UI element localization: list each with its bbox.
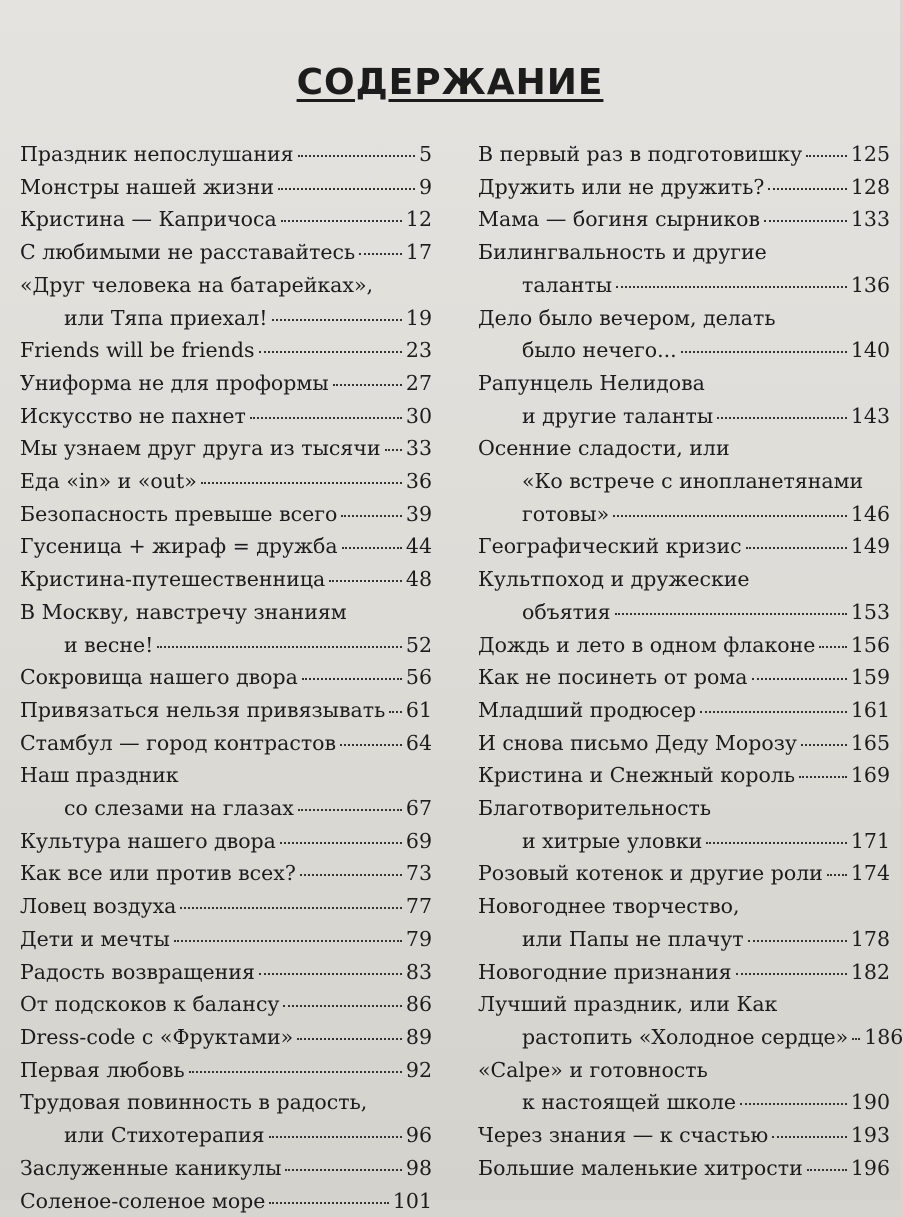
toc-page-number: 30 (406, 400, 432, 433)
toc-entry (478, 1152, 890, 1185)
toc-entry (478, 661, 890, 694)
dot-leader (706, 842, 847, 844)
dot-leader (278, 188, 415, 190)
toc-entry (20, 269, 432, 334)
toc-entry-line (20, 302, 432, 335)
toc-entry-line (20, 1152, 432, 1185)
toc-entry-line (20, 171, 432, 204)
toc-entry-title: Как все или против всех? (20, 857, 296, 890)
toc-page-number: 149 (851, 530, 890, 563)
toc-entry-title: Наш праздник (20, 759, 179, 792)
toc-entry (20, 988, 432, 1021)
toc-entry-title: Мама — богиня сырников (478, 203, 760, 236)
toc-entry-title: Dress-code с «Фруктами» (20, 1021, 293, 1054)
toc-entry-title: или Стихотерапия (64, 1119, 265, 1152)
toc-page-number: 165 (851, 727, 890, 760)
toc-entry-line (20, 1021, 432, 1054)
toc-entry (20, 400, 432, 433)
toc-entry (20, 596, 432, 661)
toc-page-number: 128 (851, 171, 890, 204)
dot-leader (342, 547, 402, 549)
toc-entry (478, 138, 890, 171)
toc-entry-title: Через знания — к счастью (478, 1119, 768, 1152)
toc-entry (20, 563, 432, 596)
toc-entry-line (20, 269, 432, 302)
toc-entry (20, 498, 432, 531)
toc-entry-line (478, 988, 890, 1021)
toc-entry-line (478, 269, 890, 302)
toc-page-number: 36 (406, 465, 432, 498)
toc-page-number: 96 (406, 1119, 432, 1152)
toc-page-number: 56 (406, 661, 432, 694)
dot-leader (297, 1038, 402, 1040)
toc-entry-title: Дети и мечты (20, 923, 170, 956)
toc-entry (20, 334, 432, 367)
dot-leader (768, 188, 846, 190)
toc-entry-line (478, 1086, 890, 1119)
toc-page-number: 196 (851, 1152, 890, 1185)
toc-page-number: 23 (406, 334, 432, 367)
toc-page-number: 44 (406, 530, 432, 563)
toc-entry-title: Географический кризис (478, 530, 742, 563)
toc-page-number: 52 (406, 629, 432, 662)
toc-entry-line (20, 1119, 432, 1152)
toc-entry-line (478, 759, 890, 792)
toc-entry-line (20, 792, 432, 825)
toc-page-number: 12 (406, 203, 432, 236)
toc-entry-title: Рапунцель Нелидова (478, 367, 705, 400)
toc-entry-line (478, 956, 890, 989)
toc-entry (20, 1054, 432, 1087)
dot-leader (180, 907, 402, 909)
toc-entry-line (20, 759, 432, 792)
toc-entry-title: Дружить или не дружить? (478, 171, 764, 204)
dot-leader (389, 711, 402, 713)
toc-entry-title: Еда «in» и «out» (20, 465, 197, 498)
toc-page-number: 19 (406, 302, 432, 335)
toc-entry-title: и весне! (64, 629, 153, 662)
dot-leader (298, 809, 402, 811)
toc-page-number: 174 (851, 857, 890, 890)
toc-entry-line (478, 825, 890, 858)
toc-entry-title: Friends will be friends (20, 334, 255, 367)
dot-leader (819, 646, 846, 648)
toc-entry-line (20, 1086, 432, 1119)
toc-entry (20, 171, 432, 204)
toc-entry-title: Униформа не для проформы (20, 367, 329, 400)
toc-entry-line (20, 236, 432, 269)
toc-entry-line (20, 727, 432, 760)
dot-leader (272, 319, 402, 321)
toc-entry (478, 530, 890, 563)
toc-page-number: 69 (406, 825, 432, 858)
toc-entry (20, 465, 432, 498)
toc-entry-title: «Calpe» и готовность (478, 1054, 708, 1087)
toc-entry-title: И снова письмо Деду Морозу (478, 727, 797, 760)
toc-entry-line (478, 1021, 890, 1054)
toc-entry-line (20, 400, 432, 433)
toc-entry (478, 432, 890, 530)
dot-leader (269, 1136, 402, 1138)
dot-leader (201, 482, 402, 484)
toc-entry (20, 1086, 432, 1151)
toc-entry (478, 956, 890, 989)
toc-entry-title: Радость возвращения (20, 956, 255, 989)
toc-entry-title: Культпоход и дружеские (478, 563, 750, 596)
toc-entry-line (478, 400, 890, 433)
toc-entry-line (478, 563, 890, 596)
toc-page-number: 48 (406, 563, 432, 596)
toc-page-number: 83 (406, 956, 432, 989)
toc-page-number: 190 (851, 1086, 890, 1119)
toc-entry (478, 694, 890, 727)
dot-leader (259, 973, 402, 975)
toc-page-number: 159 (851, 661, 890, 694)
toc-entry-line (20, 334, 432, 367)
toc-entry-line (478, 334, 890, 367)
toc-entry-line (20, 956, 432, 989)
page-title: СОДЕРЖАНИЕ (0, 62, 900, 103)
toc-entry-line (478, 432, 890, 465)
dot-leader (189, 1071, 402, 1073)
dot-leader (329, 580, 402, 582)
toc-entry-line (20, 367, 432, 400)
toc-entry-title: и хитрые уловки (522, 825, 702, 858)
toc-entry-title: Гусеница + жираф = дружба (20, 530, 338, 563)
toc-entry-line (478, 171, 890, 204)
toc-entry (20, 138, 432, 171)
toc-entry-line (20, 596, 432, 629)
toc-entry (20, 727, 432, 760)
toc-entry-title: Как не посинеть от рома (478, 661, 748, 694)
toc-page-number: 89 (406, 1021, 432, 1054)
toc-entry-line (478, 1054, 890, 1087)
dot-leader (700, 711, 847, 713)
toc-page-number: 27 (406, 367, 432, 400)
toc-page-number: 73 (406, 857, 432, 890)
toc-page-number: 178 (851, 923, 890, 956)
toc-entry (20, 530, 432, 563)
toc-entry-line (20, 857, 432, 890)
toc-entry-line (478, 890, 890, 923)
toc-entry-title: Стамбул — город контрастов (20, 727, 336, 760)
toc-entry-title: От подскоков к балансу (20, 988, 279, 1021)
toc-entry (20, 923, 432, 956)
toc-entry (478, 890, 890, 955)
toc-page-number: 146 (851, 498, 890, 531)
dot-leader (298, 155, 415, 157)
toc-entry (478, 857, 890, 890)
toc-entry-line (20, 203, 432, 236)
toc-entry-title: Мы узнаем друг друга из тысячи (20, 432, 381, 465)
toc-entry-line (20, 138, 432, 171)
toc-entry (20, 432, 432, 465)
dot-leader (300, 874, 402, 876)
dot-leader (746, 547, 847, 549)
toc-page-number: 98 (406, 1152, 432, 1185)
dot-leader (827, 874, 847, 876)
toc-entry (20, 236, 432, 269)
toc-entry-title: было нечего... (522, 334, 677, 367)
toc-entry-line (478, 923, 890, 956)
toc-entry (478, 727, 890, 760)
dot-leader (616, 286, 847, 288)
toc-page-number: 153 (851, 596, 890, 629)
toc-page-number: 169 (851, 759, 890, 792)
toc-entry-title: «Ко встрече с инопланетянами (522, 465, 863, 498)
toc-entry-title: и другие таланты (522, 400, 713, 433)
toc-entry-line (20, 498, 432, 531)
dot-leader (174, 940, 402, 942)
toc-entry-title: Культура нашего двора (20, 825, 276, 858)
toc-entry-title: или Тяпа приехал! (64, 302, 268, 335)
toc-entry-line (478, 661, 890, 694)
toc-entry-title: Искусство не пахнет (20, 400, 246, 433)
toc-column-right (478, 138, 890, 1185)
dot-leader (281, 220, 402, 222)
toc-entry-line (20, 825, 432, 858)
toc-entry-title: Билингвальность и другие (478, 236, 767, 269)
toc-entry (478, 302, 890, 367)
dot-leader (250, 417, 402, 419)
toc-entry-line (478, 302, 890, 335)
toc-entry-line (20, 1054, 432, 1087)
dot-leader (736, 973, 847, 975)
toc-entry-title: Соленое-соленое море (20, 1185, 265, 1217)
toc-entry-line (20, 923, 432, 956)
toc-entry-title: Первая любовь (20, 1054, 185, 1087)
toc-page-number: 101 (393, 1185, 432, 1217)
toc-entry-line (20, 530, 432, 563)
toc-entry-line (478, 629, 890, 662)
toc-entry-title: Большие маленькие хитрости (478, 1152, 803, 1185)
toc-entry-title: Привязаться нельзя привязывать (20, 694, 385, 727)
toc-page-number: 39 (406, 498, 432, 531)
toc-page-number: 161 (851, 694, 890, 727)
toc-entry-title: Сокровища нашего двора (20, 661, 298, 694)
dot-leader (772, 1136, 847, 1138)
dot-leader (806, 155, 847, 157)
toc-page-number: 79 (406, 923, 432, 956)
toc-page-number: 33 (406, 432, 432, 465)
dot-leader (359, 253, 402, 255)
toc-page-number: 193 (851, 1119, 890, 1152)
toc-entry-title: Младший продюсер (478, 694, 696, 727)
toc-entry-title: Заслуженные каникулы (20, 1152, 281, 1185)
toc-entry (478, 367, 890, 432)
dot-leader (285, 1169, 401, 1171)
toc-entry (20, 1185, 432, 1217)
toc-entry (20, 367, 432, 400)
toc-entry-title: Новогоднее творчество, (478, 890, 740, 923)
dot-leader (157, 646, 402, 648)
toc-entry-line (20, 694, 432, 727)
toc-entry (478, 1054, 890, 1119)
toc-entry (20, 1021, 432, 1054)
toc-entry-title: со слезами на глазах (64, 792, 294, 825)
toc-entry (478, 1119, 890, 1152)
toc-entry-line (478, 138, 890, 171)
toc-entry-line (478, 694, 890, 727)
toc-entry-title: Безопасность превыше всего (20, 498, 337, 531)
toc-entry-line (20, 432, 432, 465)
toc-entry-title: Розовый котенок и другие роли (478, 857, 823, 890)
toc-entry-line (20, 988, 432, 1021)
dot-leader (333, 384, 402, 386)
toc-entry-title: В Москву, навстречу знаниям (20, 596, 347, 629)
toc-entry-title: С любимыми не расставайтесь (20, 236, 355, 269)
toc-entry (20, 203, 432, 236)
toc-entry-title: объятия (522, 596, 611, 629)
toc-entry-line (478, 1152, 890, 1185)
dot-leader (385, 449, 402, 451)
toc-entry-title: готовы» (522, 498, 609, 531)
toc-entry (20, 1152, 432, 1185)
toc-page-number: 143 (851, 400, 890, 433)
toc-entry (478, 792, 890, 857)
toc-entry-title: таланты (522, 269, 612, 302)
toc-page-number: 133 (851, 203, 890, 236)
toc-entry-line (20, 1185, 432, 1217)
toc-entry-title: Осенние сладости, или (478, 432, 730, 465)
toc-entry-line (478, 596, 890, 629)
dot-leader (807, 1169, 847, 1171)
dot-leader (799, 776, 847, 778)
toc-entry (478, 563, 890, 628)
toc-entry-line (478, 727, 890, 760)
toc-page-number: 171 (851, 825, 890, 858)
toc-entry-line (478, 792, 890, 825)
toc-entry (20, 825, 432, 858)
dot-leader (681, 351, 847, 353)
dot-leader (748, 940, 847, 942)
toc-entry-title: Кристина и Снежный король (478, 759, 795, 792)
dot-leader (615, 613, 847, 615)
toc-entry-line (478, 857, 890, 890)
toc-entry (478, 236, 890, 301)
dot-leader (752, 678, 847, 680)
toc-entry-line (478, 1119, 890, 1152)
toc-entry-title: Кристина — Капричоса (20, 203, 277, 236)
toc-page-number: 64 (406, 727, 432, 760)
toc-entry (478, 171, 890, 204)
dot-leader (283, 1005, 401, 1007)
toc-entry-title: растопить «Холодное сердце» (522, 1021, 848, 1054)
toc-entry (478, 629, 890, 662)
dot-leader (764, 220, 847, 222)
toc-entry (20, 759, 432, 824)
dot-leader (340, 744, 402, 746)
toc-entry-line (478, 367, 890, 400)
toc-entry-title: или Папы не плачут (522, 923, 744, 956)
toc-page-number: 67 (406, 792, 432, 825)
toc-page-number: 156 (851, 629, 890, 662)
toc-entry (20, 890, 432, 923)
dot-leader (740, 1103, 847, 1105)
dot-leader (613, 515, 847, 517)
toc-entry-title: В первый раз в подготовишку (478, 138, 802, 171)
dot-leader (717, 417, 847, 419)
toc-entry-title: Дождь и лето в одном флаконе (478, 629, 815, 662)
toc-entry-line (478, 203, 890, 236)
toc-page-number: 140 (851, 334, 890, 367)
toc-entry-title: Кристина-путешественница (20, 563, 325, 596)
toc-entry-title: к настоящей школе (522, 1086, 736, 1119)
toc-entry (20, 661, 432, 694)
toc-entry-title: Новогодние признания (478, 956, 732, 989)
toc-entry-title: Лучший праздник, или Как (478, 988, 777, 1021)
toc-page-number: 125 (851, 138, 890, 171)
toc-page-number: 61 (406, 694, 432, 727)
toc-entry-title: Дело было вечером, делать (478, 302, 776, 335)
toc-page-number: 9 (419, 171, 432, 204)
toc-entry-title: Монстры нашей жизни (20, 171, 274, 204)
toc-page-number: 92 (406, 1054, 432, 1087)
toc-entry-line (20, 629, 432, 662)
dot-leader (302, 678, 402, 680)
toc-entry (478, 988, 890, 1053)
toc-entry (20, 956, 432, 989)
toc-entry-line (478, 236, 890, 269)
dot-leader (280, 842, 402, 844)
toc-entry (478, 759, 890, 792)
toc-column-left (20, 138, 432, 1217)
toc-entry-title: Благотворительность (478, 792, 711, 825)
toc-entry (20, 857, 432, 890)
toc-entry-title: Трудовая повинность в радость, (20, 1086, 367, 1119)
toc-page-number: 77 (406, 890, 432, 923)
toc-entry-line (20, 661, 432, 694)
toc-entry-title: Ловец воздуха (20, 890, 176, 923)
toc-page-number: 186 (864, 1021, 903, 1054)
toc-entry-line (478, 498, 890, 531)
toc-entry-title: «Друг человека на батарейках», (20, 269, 373, 302)
toc-page-number: 182 (851, 956, 890, 989)
toc-page-number: 86 (406, 988, 432, 1021)
toc-entry-line (478, 530, 890, 563)
toc-entry-line (20, 890, 432, 923)
toc-page-number: 17 (406, 236, 432, 269)
toc-entry-line (20, 465, 432, 498)
toc-page-number: 5 (419, 138, 432, 171)
toc-entry (478, 203, 890, 236)
toc-entry-title: Праздник непослушания (20, 138, 294, 171)
dot-leader (852, 1038, 860, 1040)
dot-leader (801, 744, 847, 746)
toc-page-number: 136 (851, 269, 890, 302)
dot-leader (259, 351, 402, 353)
toc-entry-line (20, 563, 432, 596)
toc-entry-line (478, 465, 890, 498)
toc-entry (20, 694, 432, 727)
dot-leader (269, 1202, 388, 1204)
dot-leader (341, 515, 402, 517)
